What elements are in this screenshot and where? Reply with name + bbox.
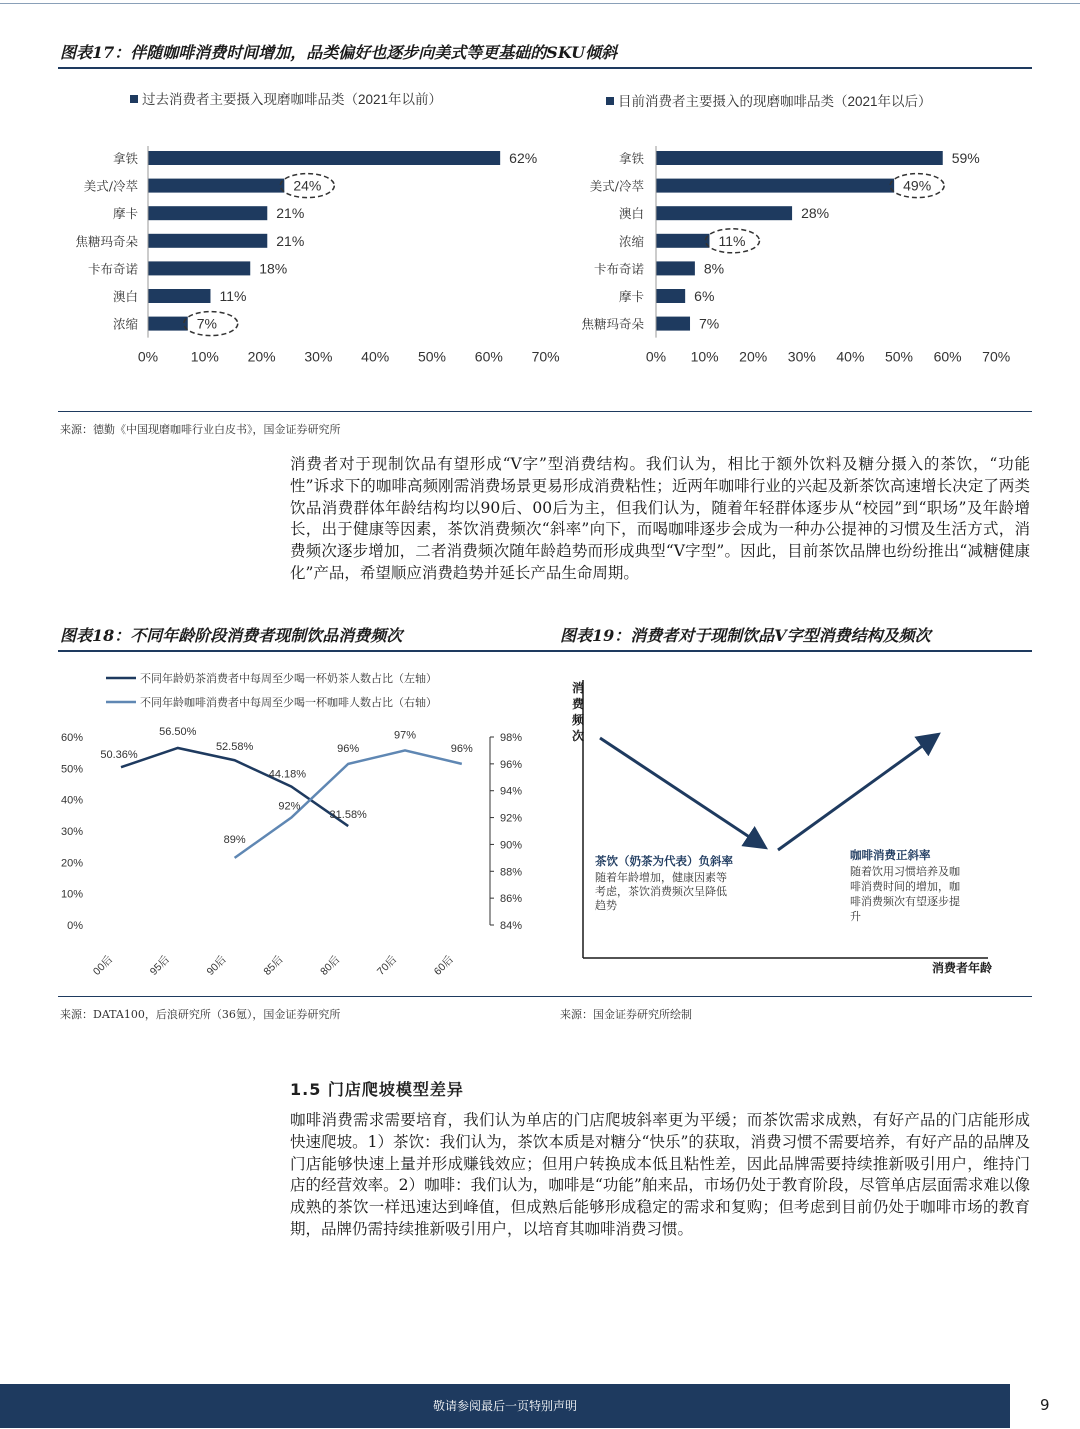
legend-label: 不同年龄奶茶消费者中每周至少喝一杯奶茶人数占比（左轴） — [140, 673, 437, 685]
legend-swatch — [130, 95, 138, 103]
x-tick-label: 00后 — [90, 953, 116, 978]
footer-notice: 敬请参阅最后一页特别声明 — [432, 1399, 577, 1413]
series-line — [235, 750, 462, 857]
x-tick-label: 20% — [739, 348, 768, 365]
data-label: 96% — [337, 742, 360, 755]
bar — [148, 234, 267, 248]
tea-annotation-text: 随着年龄增加，健康因素等考虑，茶饮消费频次呈降低趋势 — [595, 872, 727, 912]
x-tick-label: 20% — [247, 348, 276, 365]
bar-category-label: 澳白 — [618, 206, 644, 222]
bar — [148, 261, 250, 275]
data-label: 89% — [223, 833, 246, 846]
y-axis-label-2: 费 — [572, 697, 585, 711]
bar-value-label: 11% — [718, 232, 746, 249]
bar — [656, 234, 709, 248]
y-axis-label-3: 频 — [572, 713, 585, 727]
bar-category-label: 美式/冷萃 — [589, 178, 644, 194]
bar-value-label: 21% — [276, 205, 305, 222]
figure-19-title: 图表19：消费者对于现制饮品V字型消费结构及频次 — [560, 626, 931, 645]
bar-category-label: 美式/冷萃 — [83, 178, 138, 194]
y-left-tick: 30% — [60, 826, 83, 838]
bar-chart-current — [581, 93, 1010, 365]
figure-17-source: 来源：德勤《中国现磨咖啡行业白皮书》，国金证券研究所 — [60, 423, 341, 436]
body-paragraph-2: 咖啡消费需求需要培育，我们认为单店的门店爬坡斜率更为平缓；而茶饮需求成熟，有好产品的门店能形成快速爬坡。1）茶饮：我们认为，茶饮本质是对糖分“快乐”的获取，消费习惯不需要培养，有好产品的品牌及门店能够快速上量并形成赚钱效应；但用户转换成本低且粘性差，因此品牌需要持续推新吸引用户，维持门店的经营效率。2）咖啡：我们认为，咖啡是“功能”舶来品，市场仍处于教育阶段，尽管单店层面需求难以像成熟的茶饮一样迅速达到峰值，但成熟后能够形成稳定的需求和复购；但考虑到目前仍处于咖啡市场的教育期，品牌仍需持续推新吸引用户，以培育其咖啡消费习惯。 — [290, 1111, 1030, 1238]
data-label: 44.18% — [268, 768, 307, 781]
bar-category-label: 摩卡 — [112, 206, 138, 222]
bar — [656, 261, 695, 275]
bar-value-label: 11% — [219, 288, 247, 304]
x-axis-label: 消费者年龄 — [932, 961, 993, 975]
y-left-tick: 60% — [60, 732, 83, 744]
x-tick-label: 90后 — [204, 953, 229, 978]
figure-17-title: 图表17：伴随咖啡消费时间增加，品类偏好也逐步向美式等更基础的SKU倾斜 — [60, 43, 618, 62]
bar — [656, 179, 894, 193]
x-tick-label: 10% — [190, 348, 219, 365]
y-right-tick: 96% — [500, 758, 523, 771]
v-shape-diagram — [558, 660, 1032, 990]
figure-17-bottom-rule — [58, 411, 1032, 412]
coffee-rise-arrow — [778, 736, 936, 850]
figure-18-title: 图表18：不同年龄阶段消费者现制饮品消费频次 — [60, 626, 403, 645]
x-tick-label: 30% — [304, 348, 333, 365]
bar-category-label: 卡布奇诺 — [87, 261, 138, 277]
bar-value-label: 24% — [293, 177, 322, 194]
y-right-tick: 84% — [500, 920, 523, 932]
figure-17-charts — [58, 80, 1032, 410]
data-label: 50.36% — [100, 749, 138, 762]
x-tick-label: 10% — [690, 348, 719, 365]
line-chart-age-frequency — [58, 660, 538, 990]
data-label: 31.58% — [329, 809, 367, 822]
page-number: 9 — [1040, 1396, 1050, 1414]
x-tick-label: 60后 — [431, 953, 456, 978]
legend-label: 不同年龄咖啡消费者中每周至少喝一杯咖啡人数占比（右轴） — [140, 697, 437, 709]
data-label: 97% — [393, 729, 417, 742]
legend-label: 目前消费者主要摄入的现磨咖啡品类（2021年以后） — [618, 94, 932, 109]
figure-18-source: 来源：DATA100，后浪研究所（36氪），国金证券研究所 — [60, 1008, 341, 1021]
x-tick-label: 70后 — [374, 953, 400, 978]
bar-value-label: 49% — [903, 177, 932, 194]
x-tick-label: 60% — [474, 348, 503, 365]
legend-label: 过去消费者主要摄入现磨咖啡品类（2021年以前） — [142, 92, 443, 107]
y-right-tick: 90% — [500, 839, 523, 852]
y-right-tick: 88% — [500, 866, 523, 879]
bar — [148, 289, 210, 303]
y-left-tick: 40% — [60, 794, 83, 807]
bar-chart-past — [75, 91, 559, 365]
x-tick-label: 70% — [531, 348, 560, 365]
bar-category-label: 浓缩 — [112, 316, 138, 332]
series-line — [121, 748, 348, 826]
y-left-tick: 50% — [60, 763, 83, 776]
data-label: 96% — [450, 742, 473, 755]
bar-value-label: 7% — [699, 315, 720, 332]
bar — [148, 151, 500, 165]
coffee-annotation-text: 随着饮用习惯培养及咖啡消费时间的增加，咖啡消费频次有望逐步提升 — [850, 866, 960, 923]
tea-annotation-title: 茶饮（奶茶为代表）负斜率 — [595, 856, 733, 868]
figure-17-top-rule — [58, 67, 1032, 69]
bar-value-label: 7% — [196, 315, 217, 332]
y-left-tick: 10% — [60, 888, 83, 901]
y-right-tick: 94% — [500, 785, 523, 798]
figure-19-source: 来源：国金证券研究所绘制 — [560, 1008, 692, 1021]
bar — [656, 317, 690, 331]
x-tick-label: 95后 — [147, 953, 172, 978]
x-tick-label: 85后 — [261, 953, 286, 978]
bar-category-label: 焦糖玛奇朵 — [581, 316, 644, 332]
x-tick-label: 70% — [982, 348, 1011, 365]
x-tick-label: 0% — [137, 348, 159, 365]
y-axis-label-4: 次 — [572, 729, 585, 743]
x-tick-label: 60% — [933, 348, 962, 365]
bar — [656, 289, 685, 303]
bar-category-label: 焦糖玛奇朵 — [75, 233, 138, 249]
x-tick-label: 0% — [645, 348, 667, 365]
x-tick-label: 80后 — [318, 953, 343, 978]
bar — [656, 151, 943, 165]
x-tick-label: 40% — [361, 348, 390, 365]
y-axis-label-1: 消 — [572, 681, 585, 695]
bar-value-label: 21% — [276, 232, 305, 249]
y-right-tick: 98% — [500, 732, 523, 744]
y-left-tick: 20% — [60, 857, 83, 870]
bar-value-label: 62% — [509, 150, 538, 166]
bar — [148, 206, 267, 220]
bar-value-label: 8% — [703, 260, 725, 277]
bar-value-label: 59% — [951, 150, 980, 166]
bar-value-label: 18% — [259, 260, 288, 277]
y-right-tick: 92% — [500, 812, 523, 825]
bar-category-label: 拿铁 — [618, 151, 644, 166]
coffee-annotation-title: 咖啡消费正斜率 — [850, 850, 931, 862]
body-paragraph-1: 消费者对于现制饮品有望形成“V字”型消费结构。我们认为，相比于额外饮料及糖分摄入的茶饮，“功能性”诉求下的咖啡高频刚需消费场景更易形成消费粘性；近两年咖啡行业的兴起及新茶饮高速增长决定了两类饮品消费群体年龄结构均以90后、00后为主，但我们认为，随着年轻群体逐步从“校园”到“职场”及年龄增长，出于健康等因素，茶饮消费频次“斜率”向下，而喝咖啡逐步会成为一种办公提神的习惯及生活方式，消费频次逐步增加，二者消费频次随年龄趋势而形成典型“V字型”。因此，目前茶饮品牌也纷纷推出“减糖健康化”产品，希望顺应消费趋势并延长产品生命周期。 — [290, 455, 1030, 582]
section-heading: 1.5 门店爬坡模型差异 — [290, 1080, 464, 1099]
data-label: 52.58% — [215, 741, 254, 754]
bar-category-label: 拿铁 — [112, 151, 138, 166]
data-label: 92% — [278, 800, 301, 813]
y-right-tick: 86% — [500, 893, 523, 906]
data-label: 56.50% — [159, 725, 197, 738]
figure-18-19-bottom-rule — [58, 996, 1032, 997]
x-tick-label: 30% — [787, 348, 816, 365]
bar — [656, 206, 792, 220]
bar — [148, 179, 284, 193]
bar-category-label: 澳白 — [112, 289, 138, 304]
y-left-tick: 0% — [67, 920, 83, 932]
bar-category-label: 摩卡 — [618, 289, 644, 304]
x-tick-label: 50% — [417, 348, 447, 365]
figure-18-19-top-rule — [58, 650, 1032, 652]
top-border — [0, 3, 1080, 4]
bar-value-label: 28% — [801, 205, 830, 222]
bar — [148, 317, 188, 331]
bar-category-label: 浓缩 — [618, 233, 644, 249]
bar-value-label: 6% — [694, 288, 715, 304]
legend-swatch — [606, 97, 614, 105]
x-tick-label: 40% — [836, 348, 865, 365]
tea-decline-arrow — [600, 738, 763, 846]
x-tick-label: 50% — [884, 348, 914, 365]
bar-category-label: 卡布奇诺 — [593, 261, 644, 277]
